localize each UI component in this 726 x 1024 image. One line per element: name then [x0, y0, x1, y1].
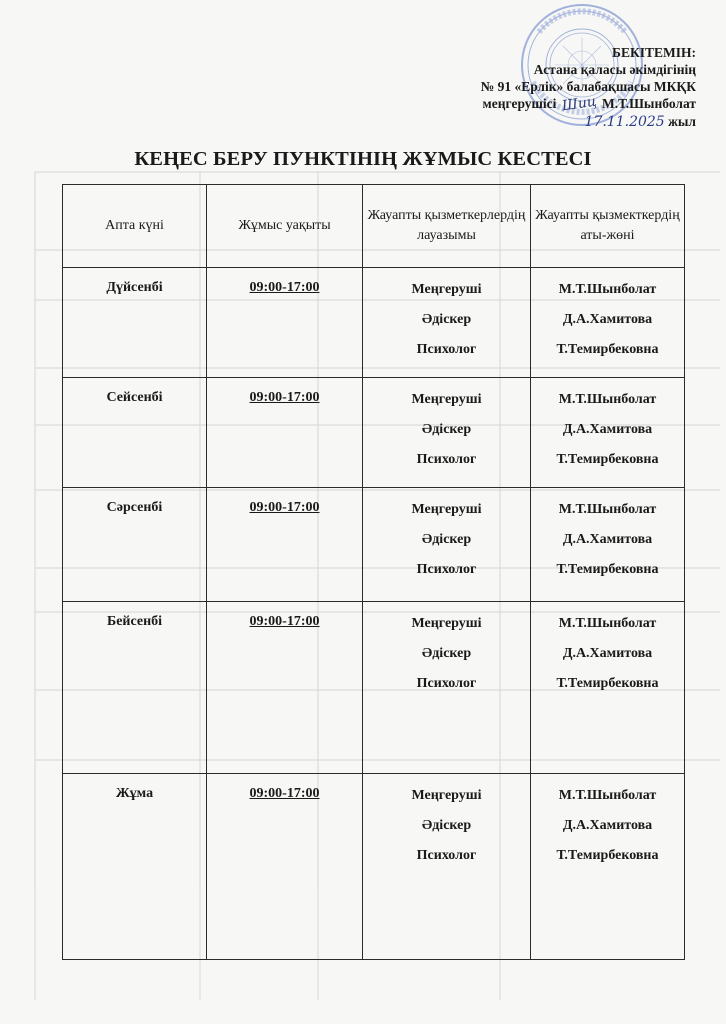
names-cell: [531, 488, 685, 602]
position-item: Психолог: [416, 676, 477, 691]
approval-line-3-name: М.Т.Шынболат: [601, 96, 696, 111]
approval-heading: БЕКІТЕМІН:: [612, 45, 696, 60]
time-cell: [207, 378, 363, 488]
names-cell: [531, 602, 685, 774]
approval-line-3: [481, 95, 696, 113]
position-item: Әдіскер: [421, 422, 472, 437]
person-name: М.Т.Шынболат: [558, 392, 657, 407]
person-name: Т.Темирбековна: [556, 342, 659, 357]
person-name: Т.Темирбековна: [556, 676, 659, 691]
time-value: 09:00-17:00: [249, 500, 320, 515]
positions-cell: [363, 774, 531, 960]
approval-block: [481, 44, 696, 131]
header-full-name: Жауапты қызмекткердің аты-жөні: [531, 185, 685, 268]
person-name: Т.Темирбековна: [556, 848, 659, 863]
positions-cell: [363, 268, 531, 378]
approval-date-suffix: жыл: [668, 114, 696, 129]
positions-cell: [363, 378, 531, 488]
position-item: Әдіскер: [421, 646, 472, 661]
table-row: [63, 378, 685, 488]
approval-date-line: [481, 113, 696, 131]
person-name: Д.А.Хамитова: [562, 646, 653, 661]
position-item: Әдіскер: [421, 312, 472, 327]
person-name: Д.А.Хамитова: [562, 532, 653, 547]
time-cell: [207, 268, 363, 378]
header-position: Жауапты қызметкерлердің лауазымы: [363, 185, 531, 268]
approval-line-3-prefix: меңгерушісі: [482, 96, 557, 111]
position-item: Психолог: [416, 562, 477, 577]
weekday-cell: Сейсенбі: [63, 378, 207, 488]
position-item: Меңгеруші: [411, 282, 482, 297]
table-row: [63, 268, 685, 378]
header-weekday: Апта күні: [63, 185, 207, 268]
person-name: М.Т.Шынболат: [558, 788, 657, 803]
positions-cell: [363, 488, 531, 602]
weekday-cell: Жұма: [63, 774, 207, 960]
time-value: 09:00-17:00: [249, 786, 320, 801]
position-item: Әдіскер: [421, 532, 472, 547]
approval-line-1: Астана қаласы әкімдігінің: [533, 62, 696, 77]
person-name: Д.А.Хамитова: [562, 422, 653, 437]
names-cell: [531, 268, 685, 378]
names-cell: [531, 774, 685, 960]
time-cell: [207, 774, 363, 960]
time-cell: [207, 602, 363, 774]
person-name: Д.А.Хамитова: [562, 818, 653, 833]
page-title: КЕҢЕС БЕРУ ПУНКТІНІҢ ЖҰМЫС КЕСТЕСІ: [134, 148, 592, 170]
position-item: Психолог: [416, 848, 477, 863]
table-row: [63, 774, 685, 960]
position-item: Әдіскер: [421, 818, 472, 833]
handwritten-signature: Шиц: [560, 93, 598, 115]
names-cell: [531, 378, 685, 488]
person-name: М.Т.Шынболат: [558, 502, 657, 517]
positions-cell: [363, 602, 531, 774]
handwritten-date: 17.11.2025: [584, 114, 665, 130]
time-value: 09:00-17:00: [249, 280, 320, 295]
approval-line-2: № 91 «Ерлік» балабақшасы МКҚК: [480, 79, 696, 94]
table-header-row: [63, 185, 685, 268]
position-item: Меңгеруші: [411, 392, 482, 407]
weekday-cell: Сәрсенбі: [63, 488, 207, 602]
time-value: 09:00-17:00: [249, 614, 320, 629]
person-name: М.Т.Шынболат: [558, 282, 657, 297]
person-name: М.Т.Шынболат: [558, 616, 657, 631]
position-item: Меңгеруші: [411, 616, 482, 631]
schedule-table: [62, 184, 685, 960]
table-row: [63, 488, 685, 602]
header-work-time: Жұмыс уақыты: [207, 185, 363, 268]
person-name: Т.Темирбековна: [556, 452, 659, 467]
position-item: Психолог: [416, 342, 477, 357]
weekday-cell: Дүйсенбі: [63, 268, 207, 378]
weekday-cell: Бейсенбі: [63, 602, 207, 774]
position-item: Психолог: [416, 452, 477, 467]
table-row: [63, 602, 685, 774]
person-name: Т.Темирбековна: [556, 562, 659, 577]
position-item: Меңгеруші: [411, 788, 482, 803]
time-cell: [207, 488, 363, 602]
person-name: Д.А.Хамитова: [562, 312, 653, 327]
time-value: 09:00-17:00: [249, 390, 320, 405]
position-item: Меңгеруші: [411, 502, 482, 517]
